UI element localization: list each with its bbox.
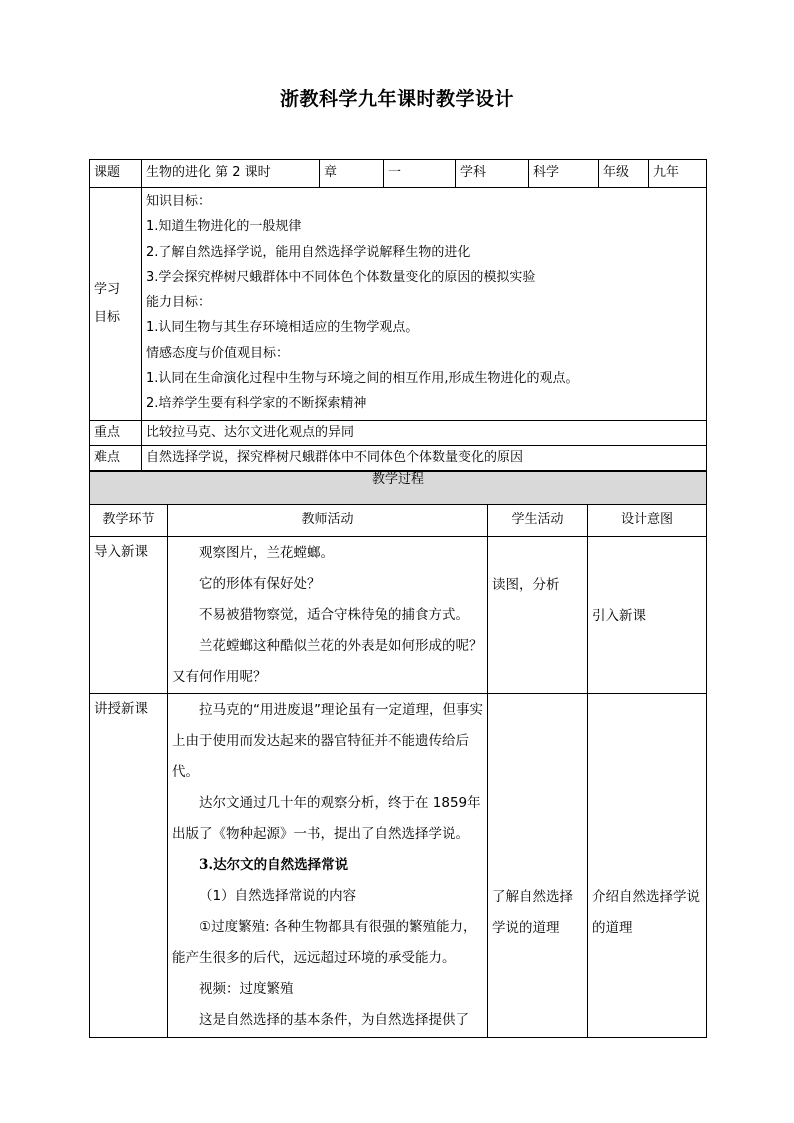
student-text: 了解自然选择学说的道理: [492, 889, 573, 936]
objective-line: 1.知道生物进化的一般规律: [146, 219, 302, 235]
intent-cell: [588, 694, 707, 1038]
objective-line: 1.认同在生命演化过程中生物与环境之间的相互作用,形成生物进化的观点。: [146, 371, 579, 387]
objectives-label: [90, 188, 142, 421]
column-header-teacher: 教师活动: [168, 505, 488, 537]
teacher-cell: [168, 537, 488, 694]
objective-line: 1.认同生物与其生存环境相适应的生物学观点。: [146, 320, 419, 336]
key-point-label: 重点: [90, 421, 142, 446]
section-heading: 3.达尔文的自然选择常说: [199, 857, 349, 873]
objectives-label-text: 学习目标: [94, 282, 121, 325]
chapter-label: 章: [320, 160, 384, 188]
objective-line: 知识目标：: [146, 194, 212, 209]
stage-cell: [90, 694, 168, 1038]
process-header: 教学过程: [90, 472, 707, 505]
teacher-text: ①过度繁殖: 各种生物都具有很强的繁殖能力，能产生很多的后代，远远超过环境的承受能力。: [172, 919, 477, 966]
lesson-info-table: [89, 159, 707, 471]
column-header-student: 学生活动: [488, 505, 588, 537]
intent-text: 介绍自然选择学说的道理: [592, 889, 700, 936]
intent-cell: [588, 537, 707, 694]
teacher-text: （1）自然选择常说的内容: [199, 888, 357, 904]
teaching-process-table: [89, 471, 707, 1038]
table-row: [90, 694, 707, 1038]
objective-line: 2.了解自然选择学说，能用自然选择学说解释生物的进化: [146, 244, 471, 260]
stage-label: 导入新课: [94, 544, 148, 560]
teacher-text: 它的形体有保好处？: [199, 576, 321, 592]
objective-line: 情感态度与价值观目标：: [146, 345, 290, 361]
column-header-intent: 设计意图: [588, 505, 707, 537]
teacher-text: 兰花螳螂这种酷似兰花的外表是如何形成的呢？又有何作用呢？: [172, 638, 483, 685]
stage-label: 讲授新课: [94, 701, 148, 717]
teacher-text: 不易被猎物察觉，适合守株待兔的捕食方式。: [199, 607, 469, 623]
objective-line: 能力目标：: [146, 295, 212, 311]
student-cell: [488, 694, 588, 1038]
stage-cell: [90, 537, 168, 694]
teacher-text: 达尔文通过几十年的观察分析，终于在 1859年出版了《物种起源》一书，提出了自然选择学说。: [172, 795, 481, 842]
objectives-content: [142, 188, 707, 421]
column-header-stage: 教学环节: [90, 505, 168, 537]
teacher-text: 拉马克的“用进废退”理论虽有一定道理，但事实上由于使用而发达起来的器官特征并不能遗传给后代。: [172, 702, 483, 780]
teacher-text: 观察图片，兰花螳螂。: [199, 545, 334, 561]
lesson-value: 生物的进化 第 2 课时: [142, 160, 320, 188]
difficulty-label: 难点: [90, 446, 142, 471]
objective-line: 2.培养学生要有科学家的不断探索精神: [146, 396, 367, 412]
chapter-value: 一: [384, 160, 456, 188]
lesson-label: 课题: [90, 160, 142, 188]
grade-value: 九年: [649, 160, 707, 188]
teacher-text: 视频：过度繁殖: [199, 981, 294, 997]
teacher-text: 这是自然选择的基本条件，为自然选择提供了: [199, 1012, 469, 1028]
subject-value: 科学: [529, 160, 599, 188]
student-cell: [488, 537, 588, 694]
grade-label: 年级: [599, 160, 649, 188]
teacher-cell: [168, 694, 488, 1038]
subject-label: 学科: [456, 160, 529, 188]
difficulty-value: 自然选择学说，探究桦树尺蛾群体中不同体色个体数量变化的原因: [142, 446, 707, 471]
student-text: 读图，分析: [492, 577, 560, 593]
objective-line: 3.学会探究桦树尺蛾群体中不同体色个体数量变化的原因的模拟实验: [146, 269, 536, 285]
table-row: [90, 537, 707, 694]
key-point-value: 比较拉马克、达尔文进化观点的异同: [142, 421, 707, 446]
intent-text: 引入新课: [592, 608, 646, 624]
document-title: 浙教科学九年课时教学设计: [279, 88, 514, 110]
